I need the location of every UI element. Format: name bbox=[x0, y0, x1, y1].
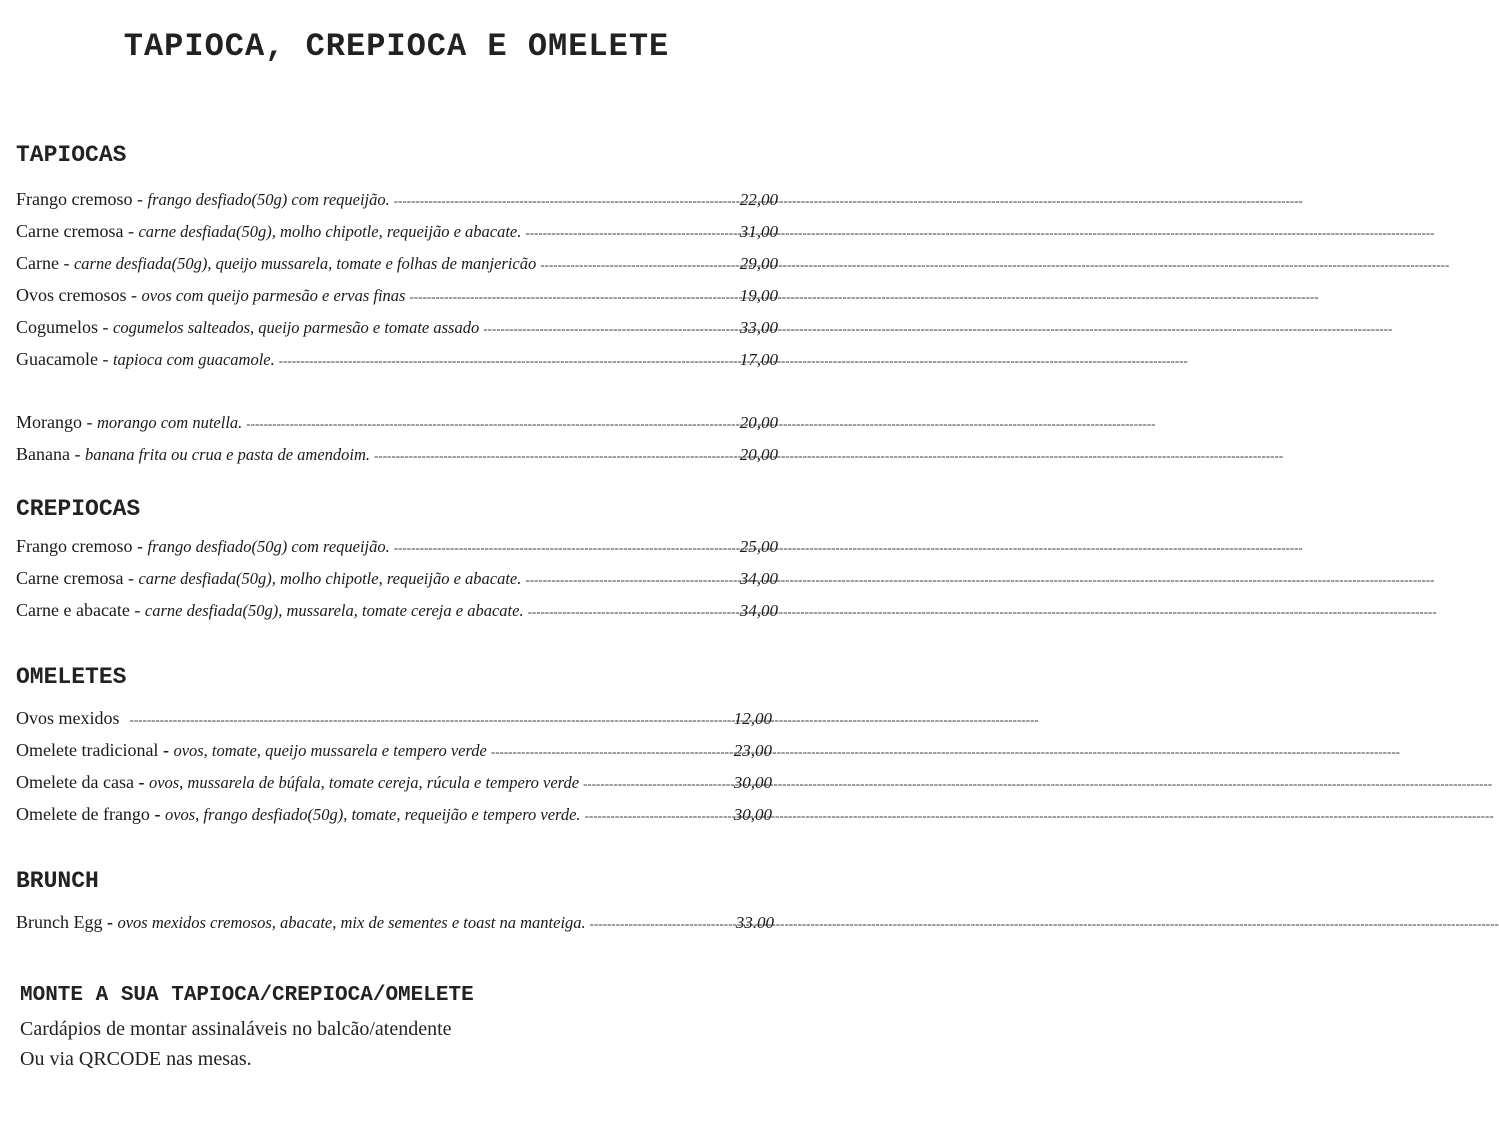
item-price: 19,00 bbox=[739, 286, 778, 305]
item-description: carne desfiada(50g), molho chipotle, requeijão e abacate. bbox=[138, 569, 522, 588]
dot-leader bbox=[394, 535, 736, 561]
item-name: Banana bbox=[16, 444, 70, 464]
section-heading-crepiocas: CREPIOCAS bbox=[16, 496, 141, 522]
item-name: Omelete tradicional bbox=[16, 740, 159, 760]
menu-item: Guacamole - tapioca com guacamole. ----- 17,00 bbox=[16, 346, 778, 372]
menu-item: Frango cremoso - frango desfiado(50g) com requeijão. ----- 25,00 bbox=[16, 533, 778, 559]
item-price: 29,00 bbox=[739, 254, 778, 273]
item-description: frango desfiado(50g) com requeijão. bbox=[147, 190, 390, 209]
menu-item: Morango - morango com nutella. ----- 20,00 bbox=[16, 409, 778, 435]
item-description: tapioca com guacamole. bbox=[112, 350, 275, 369]
build-your-own-note: Cardápios de montar assinaláveis no balcão/atendente bbox=[20, 1018, 452, 1040]
item-price: 20,00 bbox=[739, 413, 778, 432]
item-price: 12,00 bbox=[733, 709, 772, 728]
dot-leader bbox=[528, 599, 736, 625]
dot-leader bbox=[130, 707, 730, 733]
item-name: Morango bbox=[16, 412, 82, 432]
dot-leader bbox=[583, 771, 730, 797]
item-price: 25,00 bbox=[739, 537, 778, 556]
menu-item: Frango cremoso - frango desfiado(50g) com requeijão. ----- 22,00 bbox=[16, 186, 778, 212]
item-name: Cogumelos bbox=[16, 317, 99, 337]
item-name: Ovos cremosos bbox=[16, 285, 127, 305]
item-name: Omelete da casa bbox=[16, 772, 134, 792]
item-price: 23,00 bbox=[733, 741, 772, 760]
item-price: 33,00 bbox=[739, 318, 778, 337]
menu-item bbox=[16, 705, 772, 731]
item-price: 30,00 bbox=[733, 805, 772, 824]
dot-leader bbox=[483, 316, 736, 342]
item-description: carne desfiada(50g), mussarela, tomate cereja e abacate. bbox=[144, 601, 524, 620]
dot-leader bbox=[525, 567, 735, 593]
item-name: Carne cremosa bbox=[16, 568, 124, 588]
item-name: Guacamole bbox=[16, 349, 98, 369]
item-price: 22,00 bbox=[739, 190, 778, 209]
menu-item: Cogumelos - cogumelos salteados, queijo parmesão e tomate assado ----- 33,00 bbox=[16, 314, 778, 340]
item-description: ovos, mussarela de búfala, tomate cereja, rúcula e tempero verde bbox=[148, 773, 580, 792]
item-description: frango desfiado(50g) com requeijão. bbox=[147, 537, 390, 556]
item-description: carne desfiada(50g), molho chipotle, requeijão e abacate. bbox=[138, 222, 522, 241]
dot-leader bbox=[525, 220, 735, 246]
section-heading-omeletes: OMELETES bbox=[16, 664, 127, 690]
menu-item: Omelete de frango - ovos, frango desfiado(50g), tomate, requeijão e tempero verde. ----- 30,00 bbox=[16, 801, 772, 827]
dot-leader bbox=[279, 348, 736, 374]
menu-title: TAPIOCA, CREPIOCA E OMELETE bbox=[123, 28, 670, 65]
dot-leader bbox=[409, 284, 735, 310]
item-description: ovos, frango desfiado(50g), tomate, requeijão e tempero verde. bbox=[164, 805, 581, 824]
item-name: Frango cremoso bbox=[16, 189, 133, 209]
item-description: ovos mexidos cremosos, abacate, mix de sementes e toast na manteiga. bbox=[117, 913, 586, 932]
dot-leader bbox=[374, 443, 736, 469]
item-name: Brunch Egg bbox=[16, 912, 103, 932]
dot-leader bbox=[491, 739, 730, 765]
qrcode-note: Ou via QRCODE nas mesas. bbox=[20, 1048, 252, 1070]
item-name: Frango cremoso bbox=[16, 536, 133, 556]
menu-item: Banana - banana frita ou crua e pasta de amendoim. ----- 20,00 bbox=[16, 441, 778, 467]
menu-item: Omelete tradicional - ovos, tomate, queijo mussarela e tempero verde ----- 23,00 bbox=[16, 737, 772, 763]
item-description: banana frita ou crua e pasta de amendoim. bbox=[84, 445, 371, 464]
dot-leader bbox=[540, 252, 736, 278]
item-name: Ovos mexidos bbox=[16, 708, 120, 728]
menu-item: Carne - carne desfiada(50g), queijo mussarela, tomate e folhas de manjericão ----- 29,00 bbox=[16, 250, 778, 276]
menu-item: Carne cremosa - carne desfiada(50g), molho chipotle, requeijão e abacate. ----- 31,00 bbox=[16, 218, 778, 244]
dot-leader bbox=[394, 188, 736, 214]
build-your-own-heading: MONTE A SUA TAPIOCA/CREPIOCA/OMELETE bbox=[20, 984, 474, 1007]
item-description: ovos com queijo parmesão e ervas finas bbox=[141, 286, 406, 305]
item-price: 31,00 bbox=[739, 222, 778, 241]
item-price: 17,00 bbox=[739, 350, 778, 369]
menu-item: Ovos cremosos - ovos com queijo parmesão e ervas finas ----- 19,00 bbox=[16, 282, 778, 308]
item-name: Carne e abacate bbox=[16, 600, 130, 620]
item-description: morango com nutella. bbox=[97, 413, 243, 432]
item-description: carne desfiada(50g), queijo mussarela, tomate e folhas de manjericão bbox=[73, 254, 537, 273]
item-name: Carne bbox=[16, 253, 59, 273]
dot-leader bbox=[585, 803, 730, 829]
item-price: 33.00 bbox=[735, 913, 774, 932]
menu-item: Carne e abacate - carne desfiada(50g), mussarela, tomate cereja e abacate. ----- 34,00 bbox=[16, 597, 778, 623]
section-heading-tapiocas: TAPIOCAS bbox=[16, 142, 127, 168]
section-heading-brunch: BRUNCH bbox=[16, 868, 99, 894]
item-description: cogumelos salteados, queijo parmesão e tomate assado bbox=[113, 318, 480, 337]
dot-leader bbox=[590, 911, 732, 937]
item-description: ovos, tomate, queijo mussarela e tempero verde bbox=[173, 741, 487, 760]
dot-leader bbox=[246, 411, 735, 437]
menu-item: Carne cremosa - carne desfiada(50g), molho chipotle, requeijão e abacate. ----- 34,00 bbox=[16, 565, 778, 591]
item-price: 30,00 bbox=[733, 773, 772, 792]
item-price: 34,00 bbox=[739, 601, 778, 620]
item-name: Omelete de frango bbox=[16, 804, 150, 824]
menu-item: Brunch Egg - ovos mexidos cremosos, abacate, mix de sementes e toast na manteiga. ----- 33.00 bbox=[16, 909, 774, 935]
item-price: 34,00 bbox=[739, 569, 778, 588]
menu-item: Omelete da casa - ovos, mussarela de búfala, tomate cereja, rúcula e tempero verde ----- 30,00 bbox=[16, 769, 772, 795]
item-name: Carne cremosa bbox=[16, 221, 124, 241]
item-price: 20,00 bbox=[739, 445, 778, 464]
